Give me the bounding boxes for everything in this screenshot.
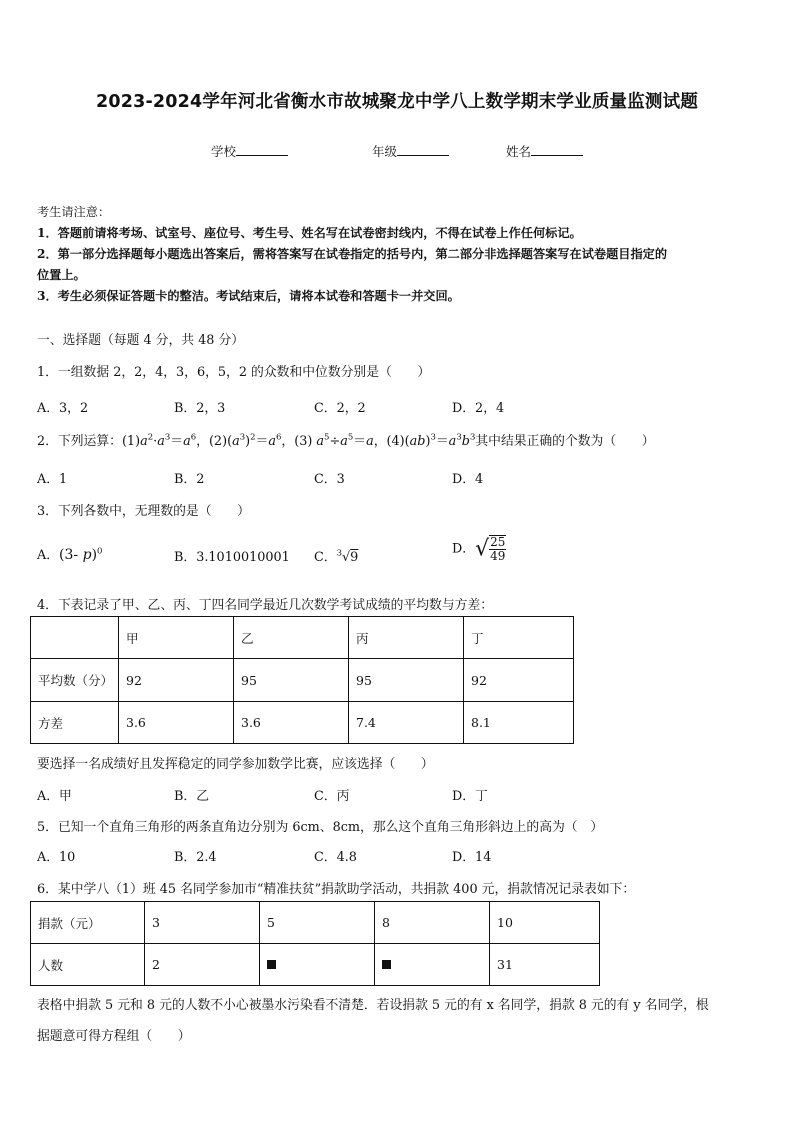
q1-option-a: A．3，2 [37, 401, 89, 416]
q3-option-b: B．3.1010010001 [174, 550, 290, 565]
notice-item: 3．考生必须保证答题卡的整洁。考试结束后，请将本试卷和答题卡一并交回。 [37, 289, 460, 303]
school-label: 学校 [211, 144, 237, 159]
question-3-stem: 3．下列各数中，无理数的是（ ） [37, 504, 250, 519]
q4-question: 要选择一名成绩好且发挥稳定的同学参加数学比赛，应该选择（ ） [37, 757, 434, 772]
q6-text-line-2: 据题意可得方程组（ ） [37, 1029, 191, 1044]
school-field [211, 142, 288, 160]
question-5-stem: 5．已知一个直角三角形的两条直角边分别为 6cm、8cm，那么这个直角三角形斜边上的高为（ ） [37, 820, 604, 835]
table-cell: 3 [145, 902, 260, 944]
ink-blot-icon [382, 960, 391, 969]
ink-blot-icon [267, 960, 276, 969]
q4-option-a: A．甲 [37, 789, 72, 804]
q4-option-b: B．乙 [174, 789, 209, 804]
table-cell: 92 [464, 659, 574, 702]
q1-option-b: B．2，3 [174, 401, 226, 416]
q3-option-a: A．(3- p)$^0$ [37, 546, 103, 563]
table-cell: 捐款（元） [31, 902, 145, 944]
q2-formula: $(1)a^2\cdot a^3=a^6$，$(2)(a^3)^2=a^6$，(3) $a^5\div a^5=a$，$(4)(ab)^3=a^3b^3$ [121, 432, 476, 449]
q4-option-c: C．丙 [314, 789, 350, 804]
notice-item: 位置上。 [37, 268, 86, 282]
q2-prefix: 2．下列运算： [37, 434, 122, 449]
grade-blank [397, 143, 449, 156]
table-cell [375, 944, 490, 986]
table-cell: 丁 [464, 617, 574, 659]
table-cell: 甲 [119, 617, 234, 659]
table-cell: 31 [490, 944, 600, 986]
school-blank [236, 143, 288, 156]
grade-label: 年级 [372, 144, 398, 159]
q2-option-c: C．3 [314, 472, 345, 487]
q2-option-d: D．4 [452, 472, 484, 487]
notice-heading: 考生请注意： [37, 205, 111, 219]
q5-option-b: B．2.4 [174, 850, 217, 865]
table-cell: 95 [349, 659, 464, 702]
table-cell: 方差 [31, 702, 119, 744]
question-6-stem: 6．某中学八（1）班 45 名同学参加市“精准扶贫”捐款助学活动，共捐款 400 元，捐款情况记录表如下： [37, 882, 636, 897]
table-cell: 95 [234, 659, 349, 702]
table-cell [31, 617, 119, 659]
q6-table [30, 901, 600, 986]
q4-table [30, 616, 574, 744]
question-2-stem [37, 430, 655, 449]
q1-option-c: C．2，2 [314, 401, 366, 416]
q1-option-d: D．2，4 [452, 401, 505, 416]
grade-field [372, 142, 449, 160]
table-cell: 92 [119, 659, 234, 702]
q3-option-c: C．$^3$√9 [314, 548, 359, 565]
notice-item: 1．答题前请将考场、试室号、座位号、考生号、姓名写在试卷密封线内，不得在试卷上作任何标记。 [37, 226, 582, 240]
table-cell: 人数 [31, 944, 145, 986]
page-title: 2023-2024学年河北省衡水市故城聚龙中学八上数学期末学业质量监测试题 [95, 92, 699, 112]
table-cell: 3.6 [234, 702, 349, 744]
q4-option-d: D．丁 [452, 789, 488, 804]
name-blank [531, 143, 583, 156]
section-heading: 一、选择题（每题 4 分，共 48 分） [37, 333, 245, 348]
name-label: 姓名 [506, 144, 532, 159]
table-cell: 丙 [349, 617, 464, 659]
table-cell: 3.6 [119, 702, 234, 744]
table-cell: 10 [490, 902, 600, 944]
question-4-stem: 4．下表记录了甲、乙、丙、丁四名同学最近几次数学考试成绩的平均数与方差： [37, 598, 494, 613]
q5-option-a: A．10 [37, 850, 76, 865]
q2-option-a: A．1 [37, 472, 68, 487]
q6-text-line-1: 表格中捐款 5 元和 8 元的人数不小心被墨水污染看不清楚．若设捐款 5 元的有 x 名同学，捐款 8 元的有 y 名同学，根 [37, 998, 709, 1013]
table-cell: 7.4 [349, 702, 464, 744]
table-cell: 2 [145, 944, 260, 986]
question-1-stem: 1．一组数据 2，2，4，3，6，5，2 的众数和中位数分别是（ ） [37, 365, 431, 380]
table-cell: 5 [260, 902, 375, 944]
q2-option-b: B．2 [174, 472, 205, 487]
table-cell [260, 944, 375, 986]
table-cell: 平均数（分） [31, 659, 119, 702]
q2-suffix: 其中结果正确的个数为（ ） [475, 434, 655, 449]
table-cell: 乙 [234, 617, 349, 659]
table-cell: 8.1 [464, 702, 574, 744]
q5-option-c: C．4.8 [314, 850, 357, 865]
table-cell: 8 [375, 902, 490, 944]
q5-option-d: D．14 [452, 850, 492, 865]
q3-option-d: D．√ $\frac{25}{49}$ [452, 535, 506, 563]
name-field [506, 142, 583, 160]
notice-item: 2．第一部分选择题每小题选出答案后，需将答案写在试卷指定的括号内，第二部分非选择题答案写在试卷题目指定的 [37, 247, 668, 261]
